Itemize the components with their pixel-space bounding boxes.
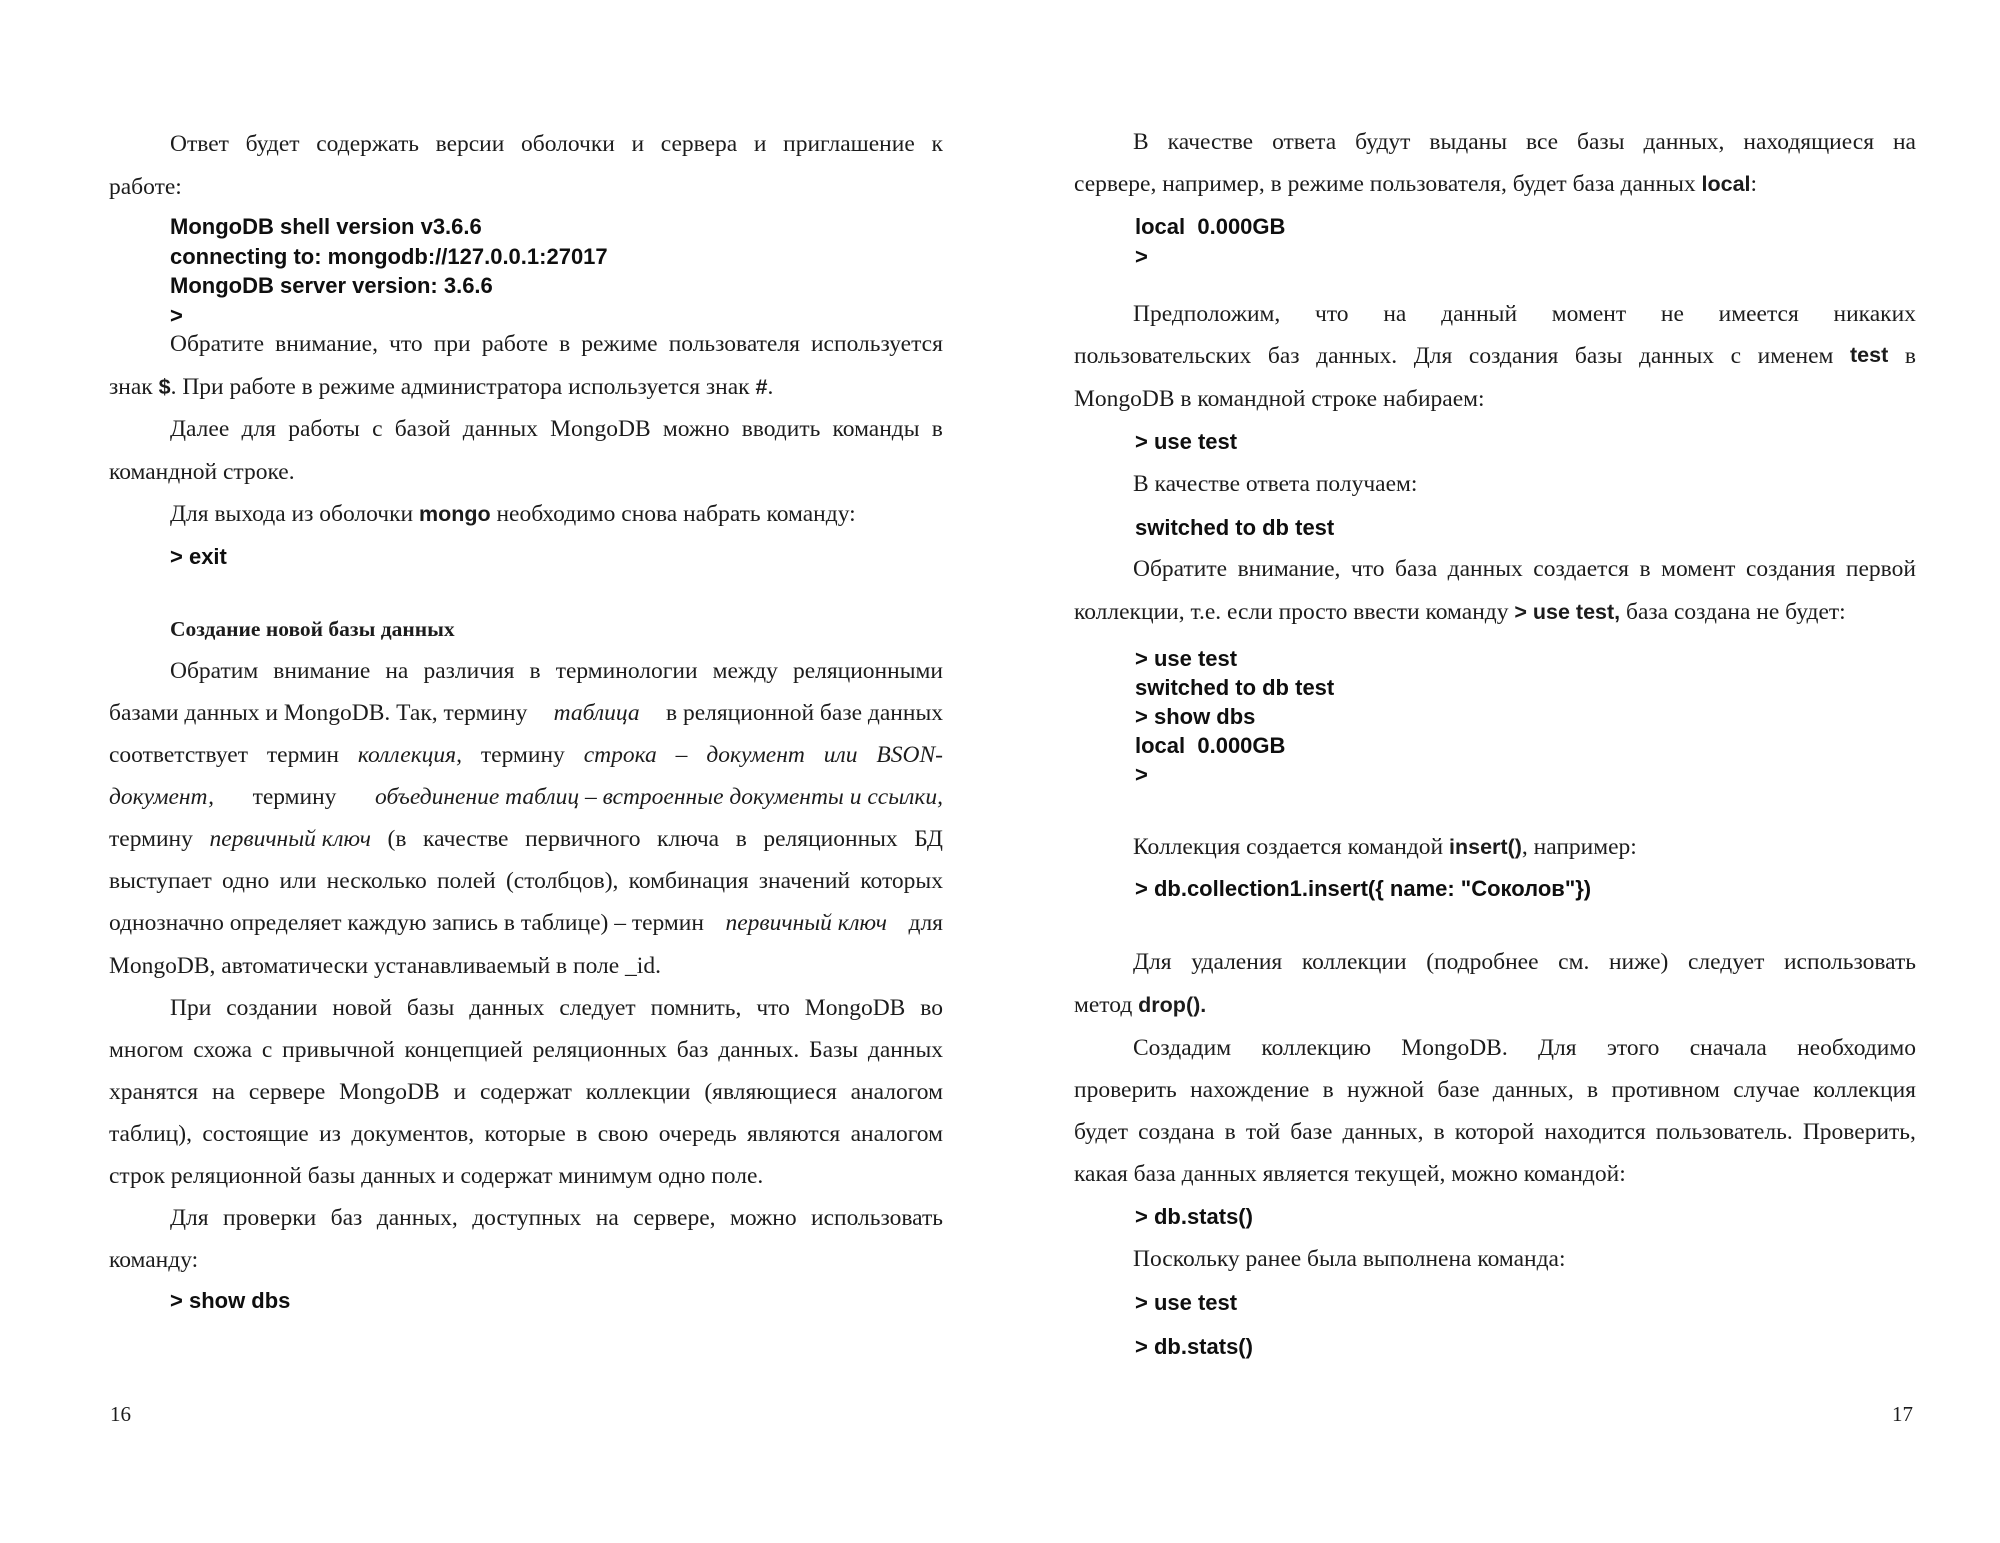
italic-term: документ, <box>109 784 214 810</box>
text-line <box>109 870 943 894</box>
word: (являющиеся <box>704 1079 837 1105</box>
word: выданы <box>1429 129 1508 155</box>
text-line <box>109 828 943 852</box>
text-line <box>1074 1079 1916 1103</box>
text-run: Коллекция создается командой <box>1133 834 1450 860</box>
word: MongoDB. <box>1401 1035 1508 1061</box>
code-line: MongoDB shell version v3.6.6 <box>170 214 482 239</box>
word: будет <box>245 131 300 157</box>
italic-term: – <box>675 742 688 768</box>
word: можно <box>662 416 730 442</box>
word: Предположим, <box>1133 301 1281 327</box>
bold-term: local <box>1701 172 1751 196</box>
word: данных <box>462 416 538 442</box>
text-line <box>1133 303 1916 327</box>
word: аналогом <box>850 1079 943 1105</box>
word: одно <box>221 868 270 894</box>
italic-term: таблица <box>553 700 640 726</box>
word: MongoDB <box>804 995 906 1021</box>
word: создана <box>1138 1119 1215 1145</box>
code-line: local 0.000GB <box>1135 733 1286 758</box>
word: что <box>756 995 790 1021</box>
text-line <box>109 744 943 768</box>
code-line: > db.stats() <box>1135 1204 1253 1229</box>
code-line: > use test <box>1135 429 1238 454</box>
word: Обратите <box>170 331 265 357</box>
code-line: local 0.000GB <box>1135 214 1286 239</box>
word: термину <box>480 742 565 768</box>
text-run: коллекции, т.е. если просто ввести команду <box>1074 599 1515 625</box>
word: использовать <box>1783 949 1916 975</box>
word: данных <box>1447 556 1523 582</box>
word: использовать <box>811 1205 943 1231</box>
text-run: сервере, например, в режиме пользователя, будет база данных <box>1074 171 1702 197</box>
word: на <box>1383 301 1407 327</box>
word: создания <box>1468 343 1559 369</box>
word: в <box>1904 343 1916 369</box>
word: Базы <box>809 1037 859 1063</box>
word: которых <box>860 868 943 894</box>
text-line <box>109 786 943 810</box>
word: таблиц), <box>109 1121 192 1147</box>
word: и <box>753 131 767 157</box>
word: в <box>1587 1077 1599 1103</box>
word: пользователя <box>668 331 800 357</box>
word: Проверить, <box>1802 1119 1916 1145</box>
word: Обратим <box>170 658 259 684</box>
text-line: строк реляционной базы данных и содержат минимум одно поле. <box>109 1163 764 1189</box>
code-line: > use test <box>1135 1290 1238 1315</box>
word: базе <box>1437 1077 1480 1103</box>
word: с <box>372 416 383 442</box>
word: Создадим <box>1133 1035 1232 1061</box>
bold-term: # <box>755 375 768 399</box>
page-number: 17 <box>1892 1402 1913 1426</box>
text-run: . При работе в режиме администратора используется знак <box>170 374 756 400</box>
word: термин <box>266 742 340 768</box>
word: оболочки <box>521 131 615 157</box>
text-line <box>170 503 856 527</box>
word: команды <box>832 416 920 442</box>
word: содержат <box>479 1079 572 1105</box>
word: ключа <box>657 826 720 852</box>
word: данных <box>867 1037 943 1063</box>
italic-term: строка <box>583 742 657 768</box>
word: можно <box>729 1205 797 1231</box>
word: создания <box>1745 556 1836 582</box>
word: При <box>170 995 212 1021</box>
word: нахождение <box>1190 1077 1310 1103</box>
word: схожа <box>193 1037 253 1063</box>
word: имеется <box>1718 301 1799 327</box>
word: данных <box>1638 343 1715 369</box>
word: данных, <box>1342 1119 1424 1145</box>
word: с <box>1730 343 1742 369</box>
word: данных. <box>1316 343 1398 369</box>
text-line <box>1133 558 1916 582</box>
text-line: В качестве ответа получаем: <box>1133 471 1418 497</box>
text-line <box>170 1207 943 1231</box>
text-run: необходимо снова набрать команду: <box>490 501 856 527</box>
text-line: команду: <box>109 1247 199 1273</box>
word: противном <box>1611 1077 1720 1103</box>
text-line: командной строке. <box>109 459 295 485</box>
word: данных, <box>1643 129 1725 155</box>
word: Для <box>1133 949 1172 975</box>
word: хранятся <box>109 1079 199 1105</box>
word: в <box>1224 1119 1236 1145</box>
word: баз <box>1267 343 1300 369</box>
word: баз <box>330 1205 363 1231</box>
word: при <box>433 331 471 357</box>
italic-term: коллекция, <box>357 742 462 768</box>
code-line: > use test <box>1135 646 1238 671</box>
word: базы <box>1574 343 1623 369</box>
text-line <box>109 1039 943 1063</box>
italic-term: документ <box>706 742 805 768</box>
word: Далее <box>170 416 230 442</box>
word: В <box>1133 129 1149 155</box>
word: момент <box>1661 556 1736 582</box>
italic-term: первичный ключ <box>209 826 371 852</box>
word: в <box>1433 1119 1445 1145</box>
code-line: > db.stats() <box>1135 1334 1253 1359</box>
word: в <box>735 826 747 852</box>
word: состоящие <box>202 1121 309 1147</box>
word: базы <box>1577 129 1625 155</box>
word: значений <box>758 868 851 894</box>
word: первой <box>1845 556 1916 582</box>
page-number: 16 <box>110 1402 131 1426</box>
word: коллекция <box>1813 1077 1916 1103</box>
word: к <box>931 131 943 157</box>
word: MongoDB <box>550 416 651 442</box>
code-line: switched to db test <box>1135 675 1335 700</box>
word: проверки <box>223 1205 317 1231</box>
code-line: > <box>1135 244 1148 269</box>
text-run: знак <box>109 374 159 400</box>
text-run: : <box>1750 171 1758 197</box>
word: все <box>1525 129 1559 155</box>
word: внимание <box>273 658 371 684</box>
word: на <box>1892 129 1916 155</box>
word: (в <box>387 826 407 852</box>
word: данных <box>469 995 545 1021</box>
italic-term: или <box>823 742 858 768</box>
word: или <box>279 868 317 894</box>
code-line: > <box>170 303 183 328</box>
word: удаления <box>1191 949 1283 975</box>
word: в <box>576 1121 588 1147</box>
word: Обратите <box>1133 556 1228 582</box>
italic-term: первичный ключ <box>725 910 887 936</box>
word: будут <box>1355 129 1411 155</box>
word: БД <box>914 826 943 852</box>
word: Для <box>1413 343 1453 369</box>
text-line: Поскольку ранее была выполнена команда: <box>1133 1246 1566 1272</box>
word: базой <box>394 416 451 442</box>
word: версии <box>435 131 505 157</box>
code-line: > exit <box>170 544 227 569</box>
word: именем <box>1757 343 1834 369</box>
word: что <box>1350 556 1385 582</box>
word: полей <box>436 868 496 894</box>
text-line <box>170 333 943 357</box>
word: что <box>1315 301 1349 327</box>
text-line <box>109 1081 943 1105</box>
word: в <box>1639 556 1651 582</box>
word: для <box>241 416 276 442</box>
word: помнить, <box>650 995 742 1021</box>
word: в <box>931 416 943 442</box>
text-line: какая база данных является текущей, можно командой: <box>1074 1161 1626 1187</box>
text-run: база создана не будет: <box>1620 599 1846 625</box>
bold-term: $ <box>158 375 171 399</box>
word: несколько <box>326 868 427 894</box>
word: соответствует <box>109 742 248 768</box>
text-line: работе: <box>109 174 182 200</box>
word: концепцией <box>404 1037 523 1063</box>
word: режиме <box>581 331 658 357</box>
code-line: > show dbs <box>170 1288 291 1313</box>
word: в <box>1322 1077 1334 1103</box>
word: вводить <box>741 416 821 442</box>
text-run: . <box>767 374 774 400</box>
word: и <box>453 1079 467 1105</box>
word: ответа <box>1272 129 1337 155</box>
word: термину <box>252 784 337 810</box>
word: в <box>559 331 571 357</box>
bold-term: insert() <box>1449 835 1522 859</box>
text-line: MongoDB, автоматически устанавливаемый в поле _id. <box>109 953 661 979</box>
word: очередь <box>658 1121 737 1147</box>
word: многом <box>109 1037 184 1063</box>
word: ниже) <box>1608 949 1669 975</box>
word: следует <box>1687 949 1765 975</box>
word: между <box>712 658 778 684</box>
text-run: однозначно определяет каждую запись в таблице) – термин <box>109 910 704 936</box>
word: терминологии <box>555 658 698 684</box>
word: внимание, <box>1237 556 1341 582</box>
word: случае <box>1733 1077 1800 1103</box>
word: находится <box>1544 1119 1646 1145</box>
word: проверить <box>1074 1077 1177 1103</box>
word: баз <box>676 1037 709 1063</box>
text-line <box>109 912 943 936</box>
word: что <box>389 331 423 357</box>
word: Для <box>170 1205 209 1231</box>
word: реляционных <box>763 826 898 852</box>
word: содержать <box>316 131 419 157</box>
text-line <box>170 660 943 684</box>
word: находящиеся <box>1743 129 1875 155</box>
word: базы <box>406 995 455 1021</box>
code-line: > db.collection1.insert({ name: "Соколов"}) <box>1135 876 1592 901</box>
word: свою <box>597 1121 649 1147</box>
bold-term: drop(). <box>1138 993 1207 1017</box>
text-run: базами данных и MongoDB. Так, термину <box>109 700 528 726</box>
word: работы <box>288 416 360 442</box>
word: сначала <box>1689 1035 1767 1061</box>
text-line <box>170 997 943 1021</box>
word: создании <box>226 995 318 1021</box>
word: доступных <box>472 1205 582 1231</box>
word: пользовательских <box>1074 343 1252 369</box>
word: момент <box>1551 301 1627 327</box>
section-heading: Создание новой базы данных <box>170 617 455 641</box>
text-line <box>109 376 943 400</box>
text-line <box>1133 131 1916 155</box>
word: сервере, <box>633 1205 716 1231</box>
word: Для <box>1537 1035 1577 1061</box>
word: (подробнее <box>1426 949 1539 975</box>
italic-term: объединение таблиц – встроенные документы и ссылки, <box>375 784 943 810</box>
word: нужной <box>1346 1077 1425 1103</box>
word: создается <box>1533 556 1629 582</box>
code-line: connecting to: mongodb://127.0.0.1:27017 <box>170 244 608 269</box>
word: реляционных <box>532 1037 667 1063</box>
text-line <box>1074 345 1916 369</box>
text-run: для <box>908 910 943 936</box>
word: аналогом <box>850 1121 943 1147</box>
text-line: MongoDB в командной строке набираем: <box>1074 386 1485 412</box>
text-line <box>1133 951 1916 975</box>
word: данных. <box>718 1037 800 1063</box>
word: приглашение <box>783 131 915 157</box>
code-line: MongoDB server version: 3.6.6 <box>170 273 493 298</box>
word: (столбцов), <box>505 868 619 894</box>
word: с <box>261 1037 273 1063</box>
word: пользователь. <box>1655 1119 1793 1145</box>
word: комбинация <box>628 868 749 894</box>
word: работе <box>481 331 548 357</box>
code-line: switched to db test <box>1135 515 1335 540</box>
word: на <box>211 1079 235 1105</box>
word: качестве <box>1167 129 1254 155</box>
word: являются <box>747 1121 841 1147</box>
word: документов, <box>351 1121 475 1147</box>
code-line: > <box>1135 762 1148 787</box>
italic-term: BSON- <box>876 742 943 768</box>
text-line <box>1133 1037 1916 1061</box>
word: этого <box>1606 1035 1660 1061</box>
text-run: Для выхода из оболочки <box>170 501 419 527</box>
word: коллекции <box>1301 949 1407 975</box>
word: необходимо <box>1797 1035 1916 1061</box>
word: базе <box>1290 1119 1333 1145</box>
word: данных, <box>376 1205 458 1231</box>
bold-term: > use test, <box>1514 600 1621 624</box>
word: качестве <box>423 826 509 852</box>
text-line <box>1074 173 1916 197</box>
word: база <box>1395 556 1438 582</box>
word: см. <box>1558 949 1590 975</box>
word: во <box>920 995 943 1021</box>
word: на <box>595 1205 619 1231</box>
word: данных, <box>1492 1077 1574 1103</box>
word: привычной <box>282 1037 395 1063</box>
word: следует <box>559 995 636 1021</box>
text-line <box>170 418 943 442</box>
word: новой <box>332 995 392 1021</box>
word: различия <box>423 658 515 684</box>
text-line <box>1074 601 1916 625</box>
word: сервера <box>660 131 738 157</box>
text-line <box>109 1123 943 1147</box>
text-line <box>1074 1121 1916 1145</box>
word: коллекцию <box>1261 1035 1372 1061</box>
right-page <box>1000 0 2000 1543</box>
bold-term: test <box>1850 343 1889 367</box>
word: из <box>319 1121 341 1147</box>
text-run: метод <box>1074 992 1139 1018</box>
text-line <box>1133 836 1637 860</box>
code-line: > show dbs <box>1135 704 1256 729</box>
word: которой <box>1454 1119 1535 1145</box>
word: Ответ <box>170 131 229 157</box>
text-line <box>170 133 943 157</box>
word: не <box>1660 301 1684 327</box>
word: внимание, <box>275 331 378 357</box>
text-line <box>109 702 943 726</box>
bold-term: mongo <box>418 502 491 526</box>
word: термину <box>109 826 193 852</box>
word: сервере <box>248 1079 326 1105</box>
word: данный <box>1441 301 1518 327</box>
word: выступает <box>109 868 212 894</box>
word: никаких <box>1833 301 1916 327</box>
word: реляционными <box>792 658 943 684</box>
text-run: в реляционной базе данных <box>665 700 943 726</box>
word: будет <box>1074 1119 1128 1145</box>
word: которые <box>484 1121 566 1147</box>
word: и <box>631 131 645 157</box>
word: в <box>529 658 541 684</box>
word: используется <box>810 331 943 357</box>
text-line <box>1074 994 1916 1018</box>
text-run: , например: <box>1521 834 1637 860</box>
word: той <box>1245 1119 1281 1145</box>
word: MongoDB <box>339 1079 440 1105</box>
word: первичного <box>525 826 641 852</box>
word: коллекции <box>585 1079 691 1105</box>
word: на <box>385 658 409 684</box>
